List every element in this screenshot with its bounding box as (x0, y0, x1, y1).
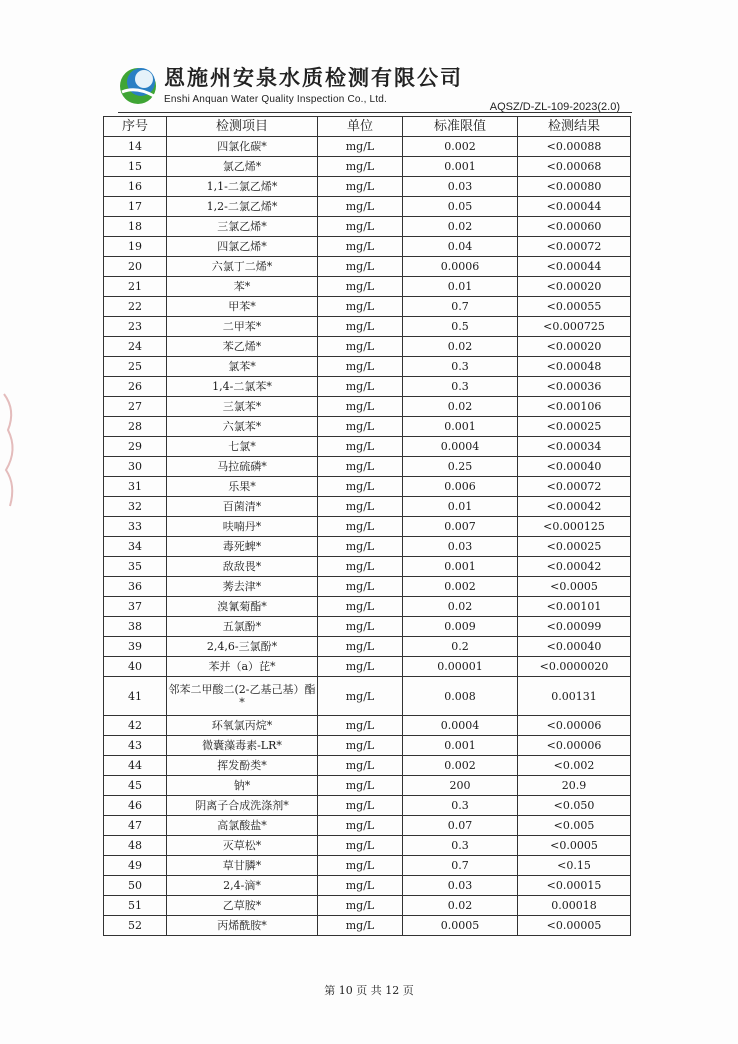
table-row (104, 297, 631, 317)
cell-unit: mg/L (318, 217, 403, 237)
company-name-cn: 恩施州安泉水质检测有限公司 (164, 65, 463, 90)
cell-result: <0.00044 (518, 257, 631, 277)
cell-result: <0.00072 (518, 477, 631, 497)
cell-unit: mg/L (318, 157, 403, 177)
table-row (104, 896, 631, 916)
cell-unit: mg/L (318, 796, 403, 816)
cell-item: 五氯酚* (167, 617, 318, 637)
cell-index: 50 (104, 876, 167, 896)
company-logo-icon (118, 66, 158, 106)
cell-limit: 0.25 (403, 457, 518, 477)
cell-unit: mg/L (318, 357, 403, 377)
cell-limit: 0.07 (403, 816, 518, 836)
table-row (104, 457, 631, 477)
cell-limit: 0.0004 (403, 716, 518, 736)
cell-result: <0.00040 (518, 457, 631, 477)
cell-item: 呋喃丹* (167, 517, 318, 537)
cell-result: <0.15 (518, 856, 631, 876)
cell-limit: 0.5 (403, 317, 518, 337)
cell-unit: mg/L (318, 317, 403, 337)
company-name-en: Enshi Anquan Water Quality Inspection Co., Ltd. (164, 94, 388, 105)
seal-stamp-fragment (2, 390, 24, 510)
cell-result: <0.0005 (518, 577, 631, 597)
table-row (104, 357, 631, 377)
cell-index: 38 (104, 617, 167, 637)
cell-unit: mg/L (318, 776, 403, 796)
cell-result: <0.00048 (518, 357, 631, 377)
cell-index: 48 (104, 836, 167, 856)
table-row (104, 237, 631, 257)
cell-unit: mg/L (318, 257, 403, 277)
table-row (104, 317, 631, 337)
cell-unit: mg/L (318, 557, 403, 577)
table-row (104, 257, 631, 277)
cell-item: 灭草松* (167, 836, 318, 856)
cell-item: 乙草胺* (167, 896, 318, 916)
table-row (104, 876, 631, 896)
cell-result: <0.00020 (518, 337, 631, 357)
cell-result: <0.00042 (518, 497, 631, 517)
cell-unit: mg/L (318, 816, 403, 836)
table-row (104, 417, 631, 437)
cell-index: 41 (104, 677, 167, 716)
table-row (104, 716, 631, 736)
table-row (104, 796, 631, 816)
cell-index: 30 (104, 457, 167, 477)
cell-limit: 0.0005 (403, 916, 518, 936)
cell-limit: 0.001 (403, 557, 518, 577)
cell-unit: mg/L (318, 197, 403, 217)
cell-item: 微囊藻毒素-LR* (167, 736, 318, 756)
cell-unit: mg/L (318, 677, 403, 716)
cell-item: 敌敌畏* (167, 557, 318, 577)
cell-unit: mg/L (318, 477, 403, 497)
cell-unit: mg/L (318, 397, 403, 417)
cell-limit: 0.001 (403, 417, 518, 437)
cell-unit: mg/L (318, 756, 403, 776)
cell-item: 2,4,6-三氯酚* (167, 637, 318, 657)
cell-limit: 0.03 (403, 537, 518, 557)
col-header-limit: 标准限值 (403, 117, 518, 137)
col-header-item: 检测项目 (167, 117, 318, 137)
col-header-index: 序号 (104, 117, 167, 137)
table-row (104, 836, 631, 856)
cell-result: <0.0000020 (518, 657, 631, 677)
cell-limit: 0.001 (403, 736, 518, 756)
cell-index: 36 (104, 577, 167, 597)
cell-result: <0.00034 (518, 437, 631, 457)
cell-index: 25 (104, 357, 167, 377)
table-row (104, 197, 631, 217)
cell-result: <0.00042 (518, 557, 631, 577)
cell-limit: 0.04 (403, 237, 518, 257)
cell-index: 51 (104, 896, 167, 916)
cell-item: 挥发酚类* (167, 756, 318, 776)
cell-item: 乐果* (167, 477, 318, 497)
cell-item: 1,2-二氯乙烯* (167, 197, 318, 217)
cell-result: <0.00025 (518, 417, 631, 437)
table-row (104, 377, 631, 397)
table-row (104, 557, 631, 577)
cell-item: 甲苯* (167, 297, 318, 317)
cell-item: 溴氰菊酯* (167, 597, 318, 617)
table-row (104, 497, 631, 517)
cell-index: 43 (104, 736, 167, 756)
table-row (104, 637, 631, 657)
cell-index: 26 (104, 377, 167, 397)
cell-item: 四氯化碳* (167, 137, 318, 157)
table-row (104, 617, 631, 637)
cell-result: 20.9 (518, 776, 631, 796)
cell-result: <0.00036 (518, 377, 631, 397)
cell-index: 44 (104, 756, 167, 776)
cell-unit: mg/L (318, 896, 403, 916)
cell-item: 氯苯* (167, 357, 318, 377)
cell-index: 47 (104, 816, 167, 836)
cell-limit: 0.002 (403, 137, 518, 157)
cell-item: 高氯酸盐* (167, 816, 318, 836)
cell-item: 苯并（a）芘* (167, 657, 318, 677)
cell-item: 钠* (167, 776, 318, 796)
cell-limit: 0.02 (403, 896, 518, 916)
cell-result: <0.00106 (518, 397, 631, 417)
cell-unit: mg/L (318, 177, 403, 197)
cell-index: 32 (104, 497, 167, 517)
table-header-row (104, 117, 631, 137)
table-row (104, 776, 631, 796)
cell-limit: 0.006 (403, 477, 518, 497)
cell-index: 28 (104, 417, 167, 437)
cell-unit: mg/L (318, 517, 403, 537)
cell-unit: mg/L (318, 716, 403, 736)
table-row (104, 736, 631, 756)
results-table (103, 116, 631, 936)
table-row (104, 916, 631, 936)
cell-result: <0.00055 (518, 297, 631, 317)
cell-limit: 0.0004 (403, 437, 518, 457)
page-number: 第 10 页 共 12 页 (324, 984, 414, 997)
table-row (104, 756, 631, 776)
cell-index: 24 (104, 337, 167, 357)
cell-result: <0.0005 (518, 836, 631, 856)
cell-index: 20 (104, 257, 167, 277)
cell-limit: 0.2 (403, 637, 518, 657)
table-row (104, 816, 631, 836)
cell-unit: mg/L (318, 277, 403, 297)
cell-result: <0.005 (518, 816, 631, 836)
cell-limit: 0.002 (403, 577, 518, 597)
cell-unit: mg/L (318, 457, 403, 477)
cell-unit: mg/L (318, 577, 403, 597)
cell-index: 49 (104, 856, 167, 876)
cell-unit: mg/L (318, 876, 403, 896)
cell-limit: 0.0006 (403, 257, 518, 277)
cell-unit: mg/L (318, 437, 403, 457)
cell-result: 0.00018 (518, 896, 631, 916)
cell-index: 17 (104, 197, 167, 217)
cell-result: <0.00068 (518, 157, 631, 177)
cell-limit: 0.3 (403, 836, 518, 856)
cell-index: 15 (104, 157, 167, 177)
cell-item: 莠去津* (167, 577, 318, 597)
cell-index: 14 (104, 137, 167, 157)
cell-item: 1,4-二氯苯* (167, 377, 318, 397)
cell-unit: mg/L (318, 836, 403, 856)
cell-limit: 0.02 (403, 597, 518, 617)
cell-result: <0.00040 (518, 637, 631, 657)
cell-item: 1,1-二氯乙烯* (167, 177, 318, 197)
cell-item: 毒死蜱* (167, 537, 318, 557)
cell-item: 六氯丁二烯* (167, 257, 318, 277)
cell-index: 40 (104, 657, 167, 677)
table-row (104, 517, 631, 537)
cell-unit: mg/L (318, 856, 403, 876)
cell-index: 16 (104, 177, 167, 197)
cell-result: <0.00044 (518, 197, 631, 217)
cell-limit: 0.05 (403, 197, 518, 217)
cell-limit: 0.02 (403, 217, 518, 237)
cell-limit: 0.008 (403, 677, 518, 716)
cell-item: 丙烯酰胺* (167, 916, 318, 936)
col-header-unit: 单位 (318, 117, 403, 137)
cell-unit: mg/L (318, 657, 403, 677)
cell-result: <0.00072 (518, 237, 631, 257)
table-row (104, 477, 631, 497)
cell-index: 18 (104, 217, 167, 237)
cell-limit: 0.7 (403, 297, 518, 317)
cell-result: <0.00006 (518, 716, 631, 736)
cell-index: 19 (104, 237, 167, 257)
cell-unit: mg/L (318, 736, 403, 756)
cell-index: 27 (104, 397, 167, 417)
cell-unit: mg/L (318, 237, 403, 257)
cell-item: 邻苯二甲酸二(2-乙基己基）酯* (167, 677, 318, 716)
table-row (104, 337, 631, 357)
cell-limit: 0.002 (403, 756, 518, 776)
cell-index: 37 (104, 597, 167, 617)
cell-index: 34 (104, 537, 167, 557)
table-row (104, 597, 631, 617)
cell-item: 马拉硫磷* (167, 457, 318, 477)
table-row (104, 397, 631, 417)
cell-item: 苯乙烯* (167, 337, 318, 357)
cell-limit: 0.01 (403, 277, 518, 297)
cell-unit: mg/L (318, 137, 403, 157)
cell-limit: 0.009 (403, 617, 518, 637)
table-row (104, 157, 631, 177)
cell-item: 草甘膦* (167, 856, 318, 876)
cell-index: 46 (104, 796, 167, 816)
cell-limit: 0.3 (403, 377, 518, 397)
cell-index: 22 (104, 297, 167, 317)
cell-index: 31 (104, 477, 167, 497)
cell-result: <0.050 (518, 796, 631, 816)
cell-result: <0.00088 (518, 137, 631, 157)
table-row (104, 856, 631, 876)
cell-item: 环氧氯丙烷* (167, 716, 318, 736)
cell-index: 42 (104, 716, 167, 736)
table-row (104, 277, 631, 297)
cell-result: <0.00020 (518, 277, 631, 297)
cell-limit: 0.02 (403, 397, 518, 417)
cell-item: 四氯乙烯* (167, 237, 318, 257)
table-row (104, 677, 631, 716)
cell-result: <0.002 (518, 756, 631, 776)
cell-result: <0.000725 (518, 317, 631, 337)
cell-limit: 0.3 (403, 357, 518, 377)
cell-index: 39 (104, 637, 167, 657)
cell-item: 氯乙烯* (167, 157, 318, 177)
cell-limit: 0.7 (403, 856, 518, 876)
cell-result: <0.00025 (518, 537, 631, 557)
cell-limit: 0.03 (403, 177, 518, 197)
cell-index: 52 (104, 916, 167, 936)
table-row (104, 437, 631, 457)
cell-unit: mg/L (318, 377, 403, 397)
cell-item: 百菌清* (167, 497, 318, 517)
table-row (104, 177, 631, 197)
cell-result: 0.00131 (518, 677, 631, 716)
table-row (104, 137, 631, 157)
cell-limit: 0.02 (403, 337, 518, 357)
cell-index: 33 (104, 517, 167, 537)
cell-result: <0.00080 (518, 177, 631, 197)
table-row (104, 217, 631, 237)
cell-item: 七氯* (167, 437, 318, 457)
cell-item: 二甲苯* (167, 317, 318, 337)
cell-limit: 0.001 (403, 157, 518, 177)
cell-result: <0.00099 (518, 617, 631, 637)
cell-unit: mg/L (318, 297, 403, 317)
cell-index: 35 (104, 557, 167, 577)
table-row (104, 657, 631, 677)
cell-item: 阴离子合成洗涤剂* (167, 796, 318, 816)
cell-unit: mg/L (318, 337, 403, 357)
cell-item: 苯* (167, 277, 318, 297)
cell-unit: mg/L (318, 537, 403, 557)
cell-result: <0.00005 (518, 916, 631, 936)
cell-limit: 200 (403, 776, 518, 796)
header-divider (118, 112, 632, 113)
cell-result: <0.00060 (518, 217, 631, 237)
cell-unit: mg/L (318, 417, 403, 437)
cell-result: <0.00006 (518, 736, 631, 756)
cell-unit: mg/L (318, 637, 403, 657)
table-body (104, 137, 631, 936)
cell-limit: 0.01 (403, 497, 518, 517)
cell-result: <0.00101 (518, 597, 631, 617)
cell-limit: 0.00001 (403, 657, 518, 677)
cell-limit: 0.03 (403, 876, 518, 896)
cell-item: 三氯乙烯* (167, 217, 318, 237)
document-code: AQSZ/D-ZL-109-2023(2.0) (489, 101, 620, 113)
cell-limit: 0.3 (403, 796, 518, 816)
cell-unit: mg/L (318, 617, 403, 637)
cell-item: 三氯苯* (167, 397, 318, 417)
cell-result: <0.000125 (518, 517, 631, 537)
cell-unit: mg/L (318, 916, 403, 936)
cell-limit: 0.007 (403, 517, 518, 537)
cell-index: 21 (104, 277, 167, 297)
cell-index: 45 (104, 776, 167, 796)
cell-result: <0.00015 (518, 876, 631, 896)
cell-unit: mg/L (318, 597, 403, 617)
cell-unit: mg/L (318, 497, 403, 517)
cell-index: 23 (104, 317, 167, 337)
cell-index: 29 (104, 437, 167, 457)
cell-item: 2,4-滴* (167, 876, 318, 896)
cell-item: 六氯苯* (167, 417, 318, 437)
col-header-result: 检测结果 (518, 117, 631, 137)
table-row (104, 537, 631, 557)
table-row (104, 577, 631, 597)
